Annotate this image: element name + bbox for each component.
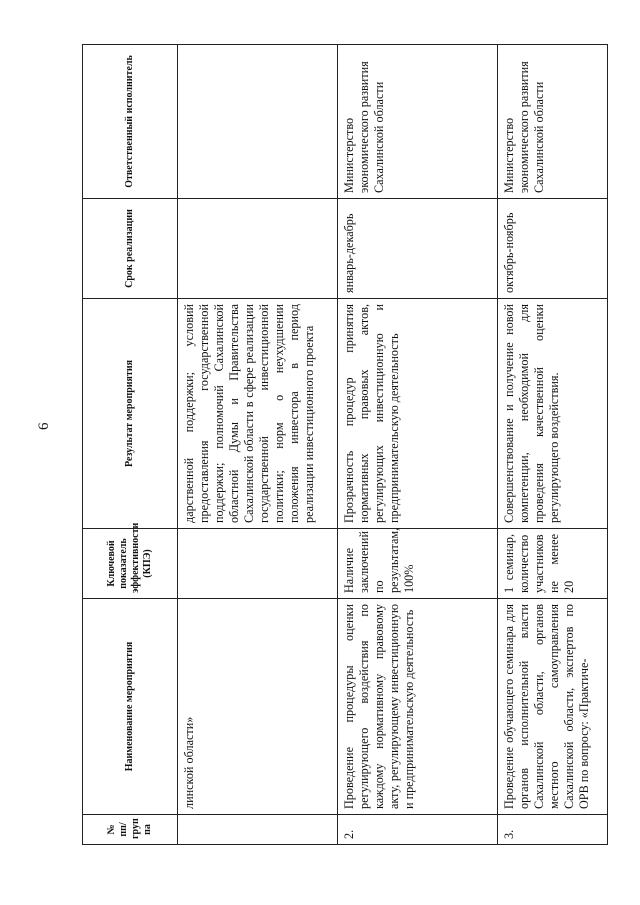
cell-name: Проведение процедуры оценки регулирующего воздействия по каждому нормативному правовому акту, регулирующему инвестиционную и предпринимательскую деятельность bbox=[338, 599, 498, 815]
cell-resp: Министерство экономического развития Сахалинской области bbox=[498, 45, 608, 199]
cell-term bbox=[178, 199, 338, 299]
measures-table bbox=[82, 44, 608, 845]
header-num: № пп/ груп па bbox=[83, 815, 178, 845]
table-row bbox=[338, 45, 498, 845]
cell-result: Совершенствование и получение новой компетенции, необходимой для проведения качественной оценки регулирующего воздействия. bbox=[498, 299, 608, 529]
cell-name: Проведение обучающего семинара для органов исполнительной власти Сахалинской области, органов местного самоуправления Сахалинской области, экспертов по ОРВ по вопросу: «Практиче- bbox=[498, 599, 608, 815]
cell-term: январь-декабрь bbox=[338, 199, 498, 299]
page-number: 6 bbox=[36, 422, 52, 430]
cell-kpi: 1 семинар, количество участников не менее 20 bbox=[498, 529, 608, 599]
cell-num bbox=[178, 815, 338, 845]
cell-num: 3. bbox=[498, 815, 608, 845]
cell-kpi bbox=[178, 529, 338, 599]
header-kpi: Ключевой показатель эффективности (КПЭ) bbox=[83, 529, 178, 599]
header-resp: Ответственный исполнитель bbox=[83, 45, 178, 199]
cell-resp bbox=[178, 45, 338, 199]
table-row bbox=[498, 45, 608, 845]
cell-num: 2. bbox=[338, 815, 498, 845]
header-term: Срок реализации bbox=[83, 199, 178, 299]
cell-name: линской области» bbox=[178, 599, 338, 815]
rotated-table-container bbox=[82, 45, 602, 845]
cell-term: октябрь-ноябрь bbox=[498, 199, 608, 299]
cell-kpi: Наличие заключений по результатам, 100% bbox=[338, 529, 498, 599]
cell-result: дарственной поддержки; условий предоставления государственной поддержки; полномочий Сахалинской областной Думы и Правительства Сахалинской области в сфере реализации государственной инвестиционной политики; норм о неухудшении положения инвестора в период реализации инвестиционного проекта bbox=[178, 299, 338, 529]
table-row bbox=[178, 45, 338, 845]
header-result: Результат мероприятия bbox=[83, 299, 178, 529]
table-header-row bbox=[83, 45, 178, 845]
cell-resp: Министерство экономического развития Сахалинской области bbox=[338, 45, 498, 199]
header-name: Наименование мероприятия bbox=[83, 599, 178, 815]
cell-result: Прозрачность процедур принятия нормативных правовых актов, регулирующих инвестиционную и предпринимательскую деятельность bbox=[338, 299, 498, 529]
